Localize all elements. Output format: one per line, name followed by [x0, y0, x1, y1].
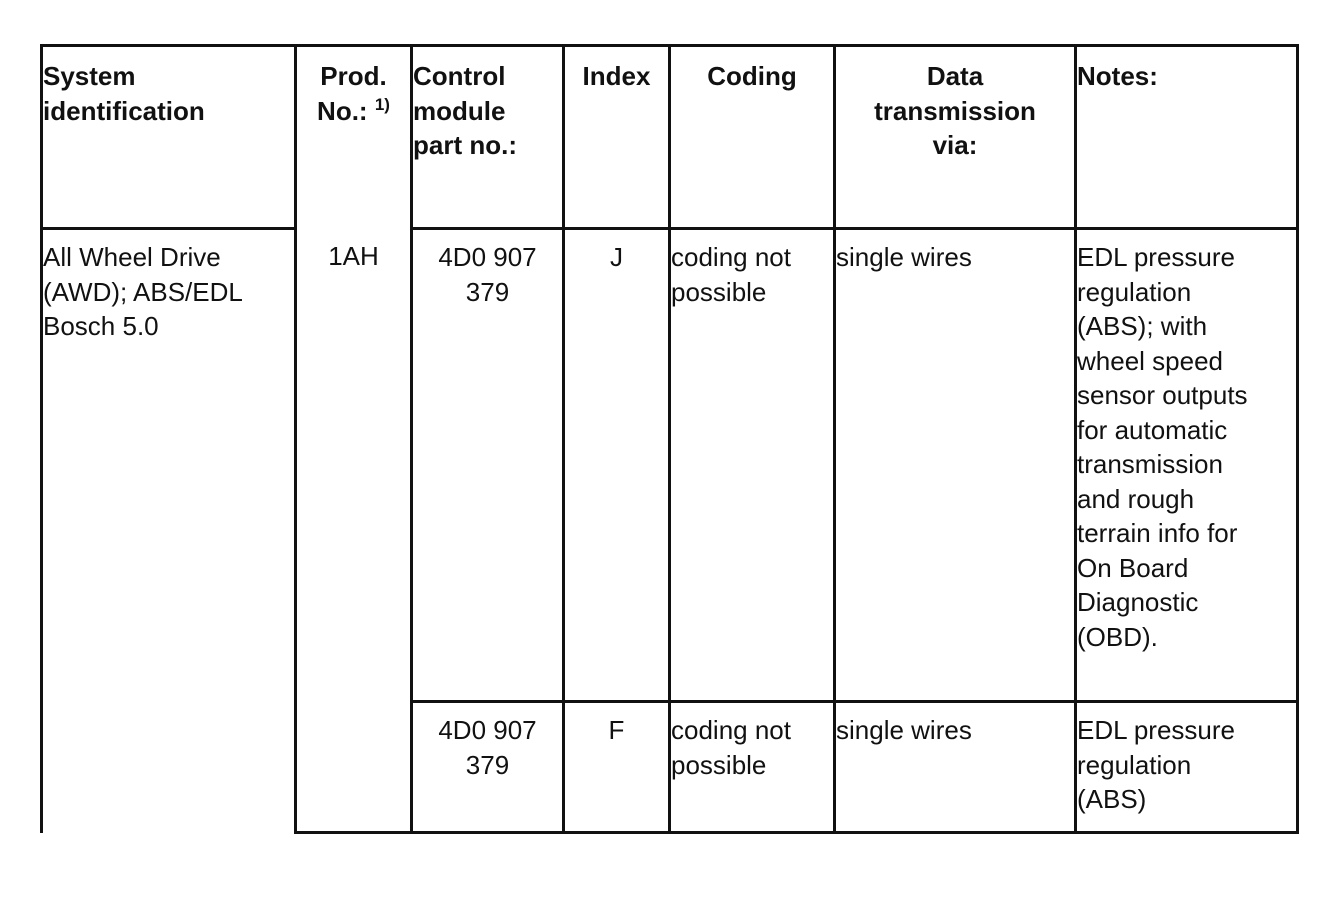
footnote-marker: 1) [374, 94, 390, 114]
header-coding: Coding [670, 46, 835, 229]
cell-part-no: 4D0 907 379 [412, 229, 564, 702]
cell-data-transmission: single wires [835, 229, 1076, 702]
cell-part-no: 4D0 907 379 [412, 702, 564, 833]
header-data-transmission: Data transmission via: [835, 46, 1076, 229]
header-control-module-part-no: Control module part no.: [412, 46, 564, 229]
table-header-row [42, 46, 1298, 229]
header-prod-no: Prod. No.: $^{1)}$ [296, 46, 412, 229]
system-identification-table [40, 44, 1299, 834]
cell-index: J [564, 229, 670, 702]
table-row [42, 229, 1298, 702]
cell-system-identification: All Wheel Drive (AWD); ABS/EDL Bosch 5.0 [42, 229, 296, 833]
cell-notes: EDL pressure regulation (ABS); with wheel speed sensor outputs for automatic transmission and rough terrain info for On Board Diagnostic (OBD). [1076, 229, 1298, 702]
header-system-identification: System identification [42, 46, 296, 229]
cell-data-transmission: single wires [835, 702, 1076, 833]
cell-coding: coding not possible [670, 702, 835, 833]
document-page [40, 44, 1296, 834]
cell-prod-no: 1AH [296, 229, 412, 833]
cell-notes: EDL pressure regulation (ABS) [1076, 702, 1298, 833]
header-index: Index [564, 46, 670, 229]
header-notes: Notes: [1076, 46, 1298, 229]
cell-coding: coding not possible [670, 229, 835, 702]
cell-index: F [564, 702, 670, 833]
